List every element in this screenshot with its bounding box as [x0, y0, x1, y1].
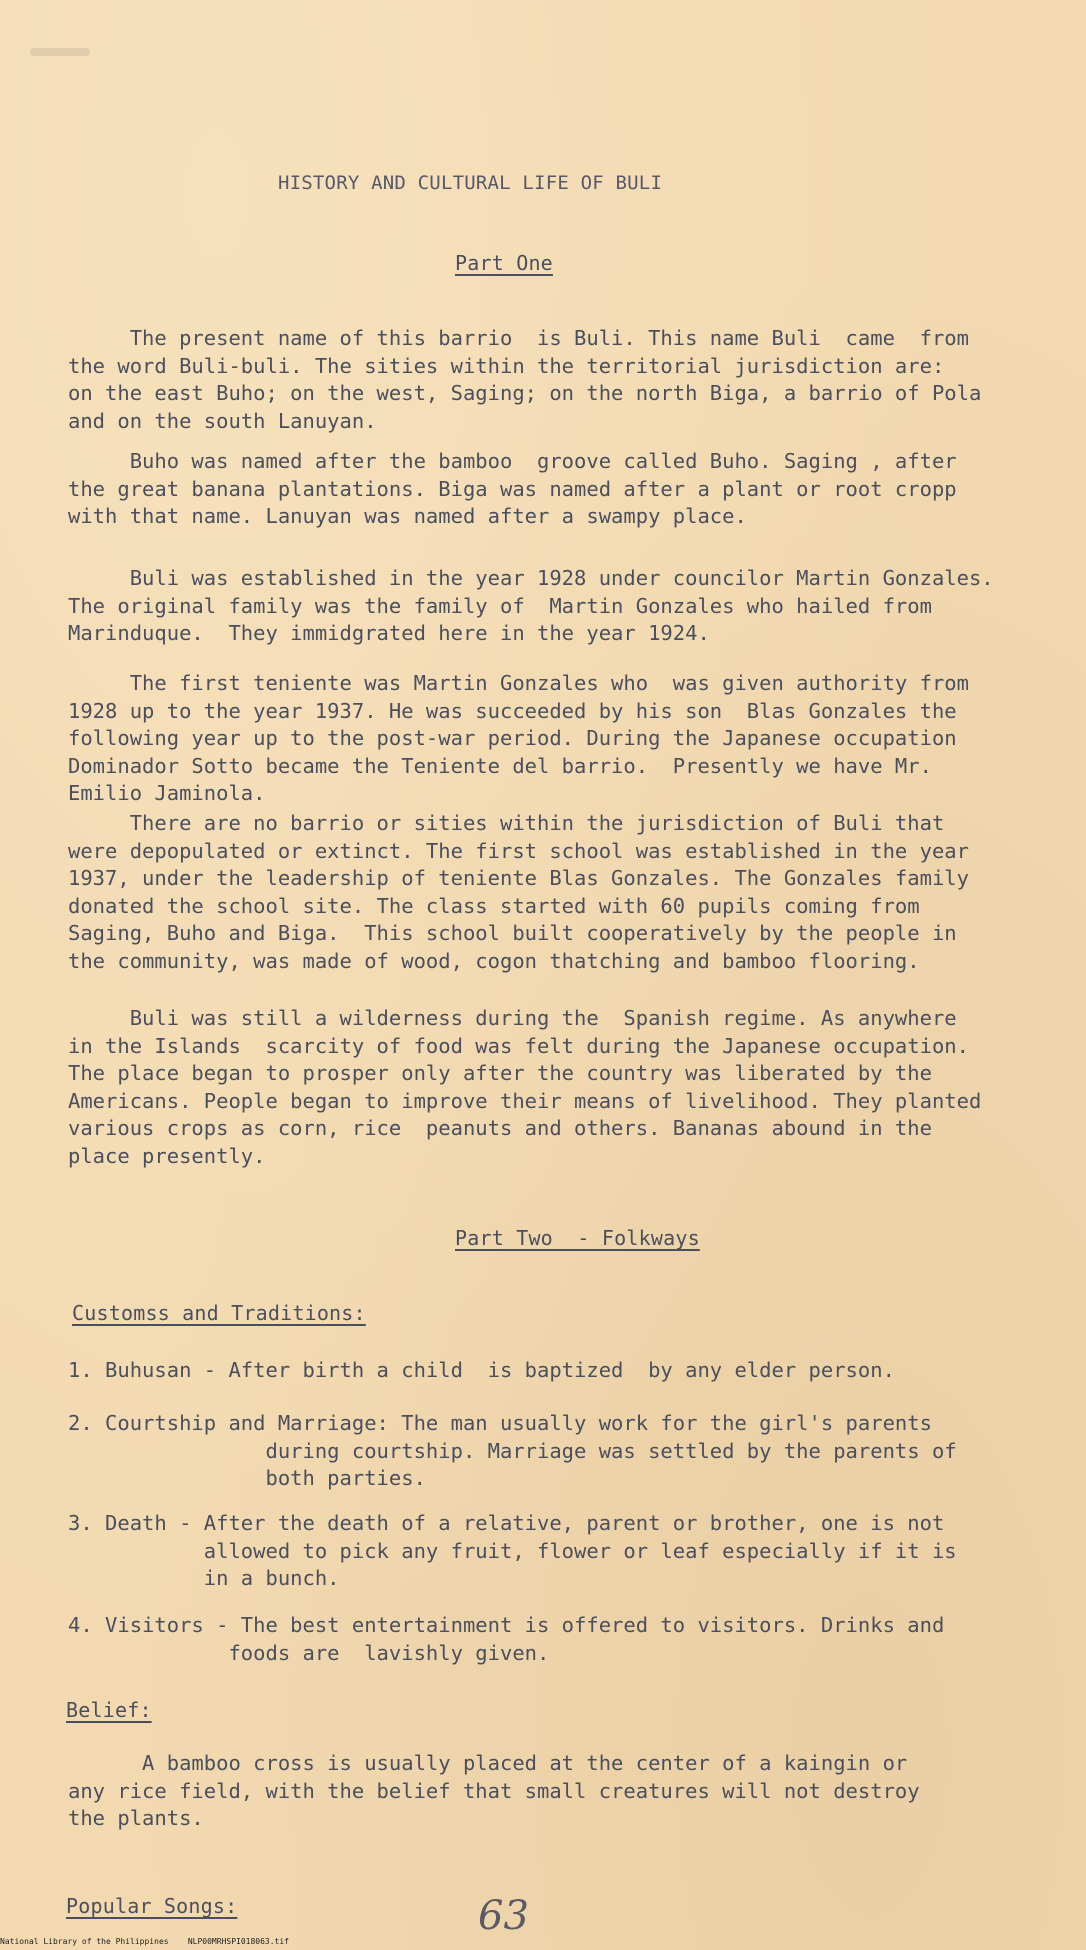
paragraph-line: Buli was established in the year 1928 under councilor Martin Gonzales. — [68, 566, 994, 590]
part-one-paragraph — [68, 670, 969, 808]
part-two-heading: Part Two - Folkways — [455, 1226, 700, 1250]
custom-list-item — [68, 1612, 944, 1667]
part-one-paragraph — [68, 1005, 981, 1170]
paragraph-line: The present name of this barrio is Buli. This name Buli came from — [68, 326, 969, 350]
paragraph-line: Marinduque. They immidgrated here in the year 1924. — [68, 621, 710, 645]
list-item-line: 1. Buhusan - After birth a child is baptized by any elder person. — [68, 1358, 895, 1382]
archive-footer: National Library of the Philippines NLP00MRHSPI018063.tif — [0, 1937, 289, 1946]
paragraph-line: The original family was the family of Martin Gonzales who hailed from — [68, 593, 932, 618]
paragraph-line: the plants. — [68, 1806, 204, 1830]
paragraph-line: Americans. People began to improve their means of livelihood. They planted — [68, 1088, 982, 1113]
popular-songs-heading: Popular Songs: — [66, 1894, 238, 1918]
paragraph-line: Buho was named after the bamboo groove called Buho. Saging , after — [68, 449, 957, 473]
paragraph-line: Saging, Buho and Biga. This school built cooperatively by the people in — [68, 921, 957, 945]
custom-list-item — [68, 1357, 895, 1385]
paragraph-line: 1928 up to the year 1937. He was succeeded by his son Blas Gonzales the — [68, 698, 957, 723]
paragraph-line: in the Islands scarcity of food was felt during the Japanese occupation. — [68, 1033, 969, 1058]
paragraph-line: following year up to the post-war period. During the Japanese occupation — [68, 726, 957, 750]
paragraph-line: and on the south Lanuyan. — [68, 408, 377, 433]
customs-heading: Customss and Traditions: — [72, 1301, 366, 1325]
paragraph-line: donated the school site. The class started with 60 pupils coming from — [68, 893, 920, 918]
paragraph-line: on the east Buho; on the west, Saging; on the north Biga, a barrio of Pola — [68, 381, 982, 405]
belief-heading: Belief: — [66, 1698, 152, 1722]
paragraph-line: with that name. Lanuyan was named after a swampy place. — [68, 504, 747, 528]
list-item-line: both parties. — [68, 1466, 426, 1490]
paragraph-line: the great banana plantations. Biga was named after a plant or root cropp — [68, 476, 957, 501]
page-number: 63 — [478, 1893, 529, 1939]
paragraph-line: were depopulated or extinct. The first school was established in the year — [68, 838, 969, 863]
part-one-paragraph — [68, 325, 981, 435]
paragraph-line: the community, was made of wood, cogon thatching and bamboo flooring. — [68, 948, 920, 973]
list-item-line: 3. Death - After the death of a relative, parent or brother, one is not — [68, 1511, 945, 1535]
belief-paragraph — [68, 1750, 920, 1833]
paragraph-line: The first teniente was Martin Gonzales who was given authority from — [68, 671, 969, 695]
paragraph-line: place presently. — [68, 1143, 266, 1168]
list-item-line: allowed to pick any fruit, flower or leaf especially if it is — [68, 1538, 957, 1563]
paragraph-line: The place began to prosper only after the country was liberated by the — [68, 1061, 932, 1085]
custom-list-item — [68, 1510, 957, 1593]
paragraph-line: Buli was still a wilderness during the Spanish regime. As anywhere — [68, 1006, 957, 1030]
paragraph-line: the word Buli-buli. The sities within the territorial jurisdiction are: — [68, 353, 945, 378]
part-one-paragraph — [68, 565, 994, 648]
list-item-line: 4. Visitors - The best entertainment is offered to visitors. Drinks and — [68, 1613, 945, 1637]
paragraph-line: Emilio Jaminola. — [68, 781, 266, 805]
paragraph-line: There are no barrio or sities within the jurisdiction of Buli that — [68, 811, 945, 835]
page-title: HISTORY AND CULTURAL LIFE OF BULI — [278, 172, 663, 194]
list-item-line: foods are lavishly given. — [68, 1640, 550, 1665]
paragraph-line: A bamboo cross is usually placed at the center of a kaingin or — [68, 1751, 908, 1775]
paragraph-line: various crops as corn, rice peanuts and others. Bananas abound in the — [68, 1116, 932, 1140]
list-item-line: 2. Courtship and Marriage: The man usually work for the girl's parents — [68, 1411, 932, 1435]
part-one-paragraph — [68, 810, 969, 975]
paragraph-line: Dominador Sotto became the Teniente del barrio. Presently we have Mr. — [68, 753, 932, 778]
list-item-line: during courtship. Marriage was settled by the parents of — [68, 1438, 957, 1463]
list-item-line: in a bunch. — [68, 1566, 340, 1590]
custom-list-item — [68, 1410, 957, 1493]
paragraph-line: 1937, under the leadership of teniente Blas Gonzales. The Gonzales family — [68, 866, 969, 890]
part-one-paragraph — [68, 448, 957, 531]
part-one-heading: Part One — [455, 251, 553, 275]
paragraph-line: any rice field, with the belief that small creatures will not destroy — [68, 1778, 920, 1803]
paper-smudge — [30, 48, 90, 56]
